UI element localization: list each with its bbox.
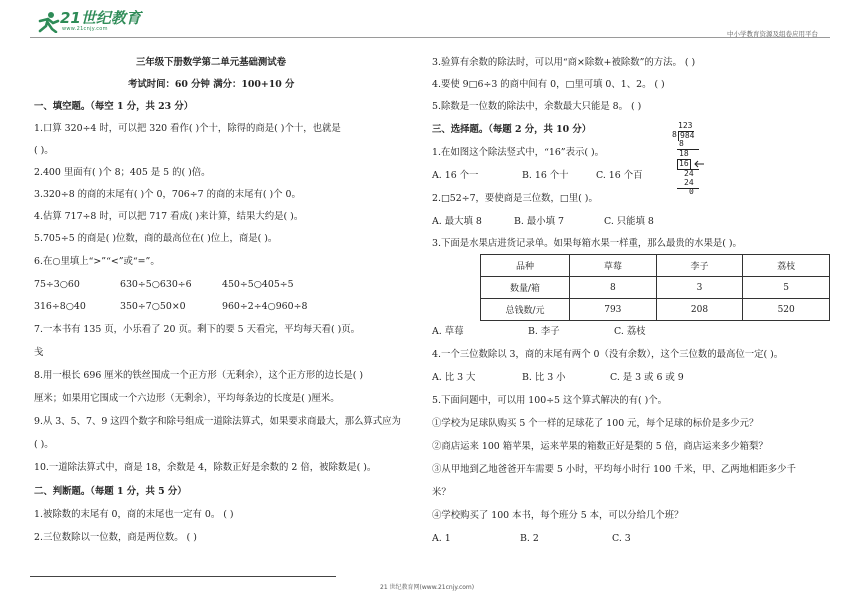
table-cell: 8 <box>570 277 657 299</box>
option: C. 3 <box>612 533 631 544</box>
question-line: 2.400 里面有( )个 8；405 是 5 的( )倍。 <box>34 167 211 178</box>
question-line: 8.用一根长 696 厘米的铁丝围成一个正方形（无剩余），这个正方形的边长是( ) <box>34 370 364 381</box>
sub-question: ②商店运来 100 箱苹果，运来苹果的箱数正好是梨的 5 倍，商店运来多少箱梨？ <box>432 441 768 452</box>
division-step: 8 <box>679 139 684 148</box>
sub-question: ①学校为足球队购买 5 个一样的足球花了 100 元，每个足球的标价是多少元？ <box>432 418 759 429</box>
option: B. 2 <box>520 533 539 544</box>
question-line: 1.口算 320÷4 时，可以把 320 看作( )个十，除得的商是( )个十，也就是 <box>34 123 341 134</box>
option: C. 荔枝 <box>614 326 646 337</box>
option: B. 李子 <box>528 326 560 337</box>
question-line: ( )。 <box>34 145 54 156</box>
table-row <box>481 299 830 321</box>
division-step: 18 <box>679 149 689 158</box>
question-line: 4.估算 717÷8 时，可以把 717 看成( )来计算，结果大约是( )。 <box>34 211 304 222</box>
judge-line: 3.验算有余数的除法时，可以用“商×除数+被除数”的方法。 ( ) <box>432 57 696 68</box>
compare-item: 75÷3○60 <box>34 279 80 290</box>
option: C. 是 3 或 6 或 9 <box>610 372 684 383</box>
question-line: 10.一道除法算式中，商是 18，余数是 4，除数正好是余数的 2 倍，被除数是( )。 <box>34 462 377 473</box>
compare-item: 630÷5○630÷6 <box>120 279 192 290</box>
judge-line: 2.三位数除以一位数，商是两位数。 ( ) <box>34 532 197 543</box>
question-line: 4.一个三位数除以 3，商的末尾有两个 0（没有余数），这个三位数的最高位一定( )。 <box>432 349 784 360</box>
table-cell: 208 <box>656 299 743 321</box>
question-line: 戋 <box>34 347 44 358</box>
division-quotient: 123 <box>678 121 693 130</box>
question-line: 7.一本书有 135 页，小乐看了 20 页。剩下的要 5 天看完，平均每天看( )页。 <box>34 324 361 335</box>
option: A. 最大填 8 <box>432 216 482 227</box>
option: A. 草莓 <box>432 326 464 337</box>
site-logo <box>36 10 156 34</box>
sub-question: 米？ <box>432 487 451 498</box>
option: C. 16 个百 <box>596 170 643 181</box>
judge-line: 5.除数是一位数的除法中，余数最大只能是 8。 ( ) <box>432 101 642 112</box>
option: B. 最小填 7 <box>514 216 564 227</box>
question-line: 6.在○里填上“>”“<”或“=”。 <box>34 256 160 267</box>
judge-line: 4.要使 9□6÷3 的商中间有 0，□里可填 0、1、2。 ( ) <box>432 79 665 90</box>
option: A. 16 个一 <box>432 170 479 181</box>
option: A. 比 3 大 <box>432 372 476 383</box>
question-line: 3.下面是水果店进货记录单。如果每箱水果一样重，那么最贵的水果是( )。 <box>432 238 742 249</box>
sub-question: ③从甲地到乙地爸爸开车需要 5 小时，平均每小时行 100 千米，甲、乙两地相距多少千 <box>432 464 796 475</box>
table-header-cell: 李子 <box>656 255 743 277</box>
long-division-figure <box>672 122 704 194</box>
question-line: 5.705÷5 的商是( )位数，商的最高位在( )位上，商是( )。 <box>34 233 278 244</box>
runner-logo-icon <box>36 11 60 33</box>
division-remainder: 0 <box>689 187 694 196</box>
division-step-16: 16 <box>679 159 689 168</box>
option: B. 比 3 小 <box>522 372 566 383</box>
compare-item: 450÷5○405÷5 <box>222 279 294 290</box>
logo-text: 21世纪教育 <box>60 9 141 27</box>
table-cell: 数量/箱 <box>481 277 570 299</box>
question-line: 5.下面问题中，可以用 100÷5 这个算式解决的有( )个。 <box>432 395 668 406</box>
question-line: 3.320÷8 的商的末尾有( )个 0，706÷7 的商的末尾有( )个 0。 <box>34 189 301 200</box>
table-row <box>481 255 830 277</box>
table-header-cell: 品种 <box>481 255 570 277</box>
table-cell: 520 <box>743 299 830 321</box>
question-line: 厘米；如果用它围成一个六边形（无剩余），平均每条边的长度是( )厘米。 <box>34 393 340 404</box>
division-divisor: 8 <box>672 130 677 139</box>
question-line: ( )。 <box>34 439 54 450</box>
fruit-purchase-table <box>480 254 830 321</box>
question-line: 1.在如图这个除法竖式中，“16”表示( )。 <box>432 147 605 158</box>
question-line: 2.□52÷7，要使商是三位数，□里( )。 <box>432 193 598 204</box>
compare-item: 960÷2÷4○960÷8 <box>222 301 308 312</box>
division-step: 24 <box>684 169 694 178</box>
table-cell: 总钱数/元 <box>481 299 570 321</box>
arrow-left-icon <box>694 160 704 168</box>
table-row <box>481 277 830 299</box>
section3-heading: 三、选择题。（每题 2 分，共 10 分） <box>432 124 592 135</box>
option: B. 16 个十 <box>522 170 569 181</box>
option: A. 1 <box>432 533 451 544</box>
table-cell: 3 <box>656 277 743 299</box>
header-divider <box>30 37 830 38</box>
compare-item: 350÷7○50×0 <box>120 301 186 312</box>
footer-divider <box>30 576 336 577</box>
table-header-cell: 荔枝 <box>743 255 830 277</box>
division-dividend: 984 <box>680 131 695 140</box>
division-step: 24 <box>684 178 694 187</box>
question-line: 9.从 3、5、7、9 这四个数字和除号组成一道除法算式，如果要求商最大，那么算式应为 <box>34 416 401 427</box>
section2-heading: 二、判断题。（每题 1 分，共 5 分） <box>34 486 187 497</box>
table-cell: 793 <box>570 299 657 321</box>
sub-question: ④学校购买了 100 本书，每个班分 5 本，可以分给几个班？ <box>432 510 684 521</box>
logo-url: www.21cnjy.com <box>62 26 108 32</box>
table-header-cell: 草莓 <box>570 255 657 277</box>
option: C. 只能填 8 <box>604 216 654 227</box>
footer-text: 21 世纪教育网(www.21cnjy.com) <box>380 584 475 591</box>
section1-heading: 一、填空题。（每空 1 分，共 23 分） <box>34 101 194 112</box>
compare-item: 316÷8○40 <box>34 301 86 312</box>
table-cell: 5 <box>743 277 830 299</box>
exam-info: 考试时间：60 分钟 满分：100+10 分 <box>128 79 295 90</box>
page-title: 三年级下册数学第二单元基础测试卷 <box>136 57 287 68</box>
judge-line: 1.被除数的末尾有 0，商的末尾也一定有 0。 ( ) <box>34 509 234 520</box>
platform-name: 中小学教育资源及组卷应用平台 <box>727 30 818 38</box>
